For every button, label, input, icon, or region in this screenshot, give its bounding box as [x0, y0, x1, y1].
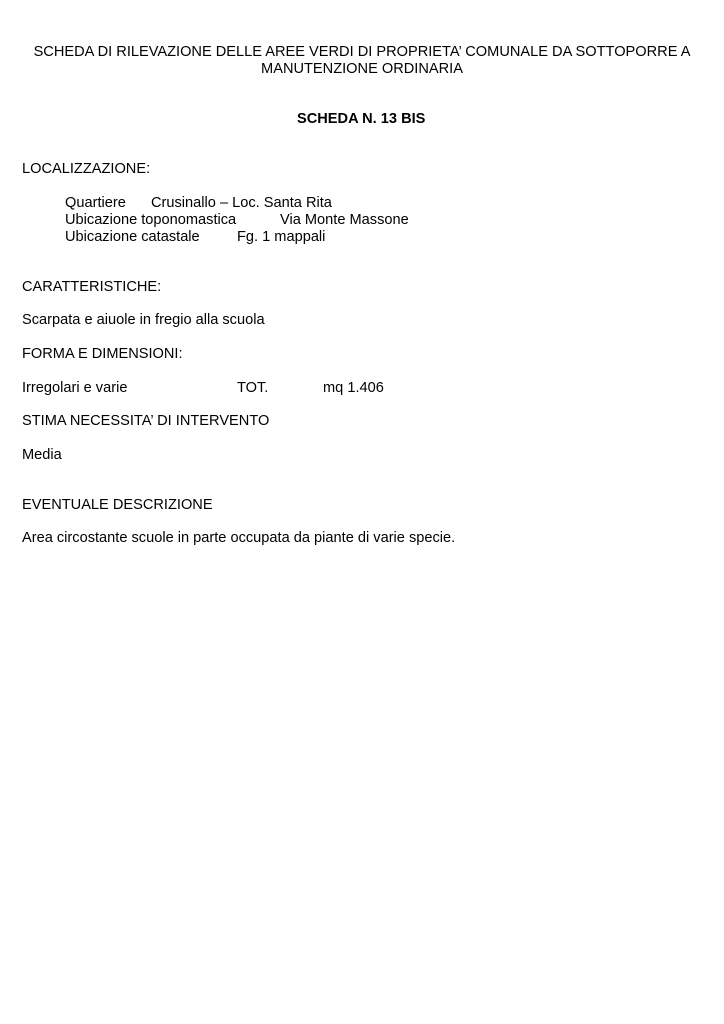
- caratteristiche-heading: CARATTERISTICHE:: [22, 279, 162, 295]
- ubicazione-toponomastica-value: Via Monte Massone: [280, 212, 409, 228]
- stima-heading: STIMA NECESSITA’ DI INTERVENTO: [22, 413, 270, 429]
- caratteristiche-text: Scarpata e aiuole in fregio alla scuola: [22, 312, 265, 328]
- ubicazione-catastale-label: Ubicazione catastale: [65, 229, 200, 245]
- descrizione-heading: EVENTUALE DESCRIZIONE: [22, 497, 213, 513]
- document-title-line1: SCHEDA DI RILEVAZIONE DELLE AREE VERDI DI PROPRIETA’ COMUNALE DA SOTTOPORRE A: [33, 44, 691, 60]
- total-label: TOT.: [237, 380, 269, 396]
- descrizione-text: Area circostante scuole in parte occupata da piante di varie specie.: [22, 530, 456, 546]
- localizzazione-heading: LOCALIZZAZIONE:: [22, 161, 151, 177]
- forma-text: Irregolari e varie: [22, 380, 128, 396]
- quartiere-label: Quartiere: [65, 195, 126, 211]
- forma-heading: FORMA E DIMENSIONI:: [22, 346, 183, 362]
- stima-text: Media: [22, 447, 62, 463]
- total-value: mq 1.406: [323, 380, 384, 396]
- ubicazione-catastale-value: Fg. 1 mappali: [237, 229, 326, 245]
- quartiere-value: Crusinallo – Loc. Santa Rita: [151, 195, 332, 211]
- ubicazione-toponomastica-label: Ubicazione toponomastica: [65, 212, 237, 228]
- sheet-number: SCHEDA N. 13 BIS: [297, 111, 426, 127]
- document-title-line2: MANUTENZIONE ORDINARIA: [261, 61, 463, 77]
